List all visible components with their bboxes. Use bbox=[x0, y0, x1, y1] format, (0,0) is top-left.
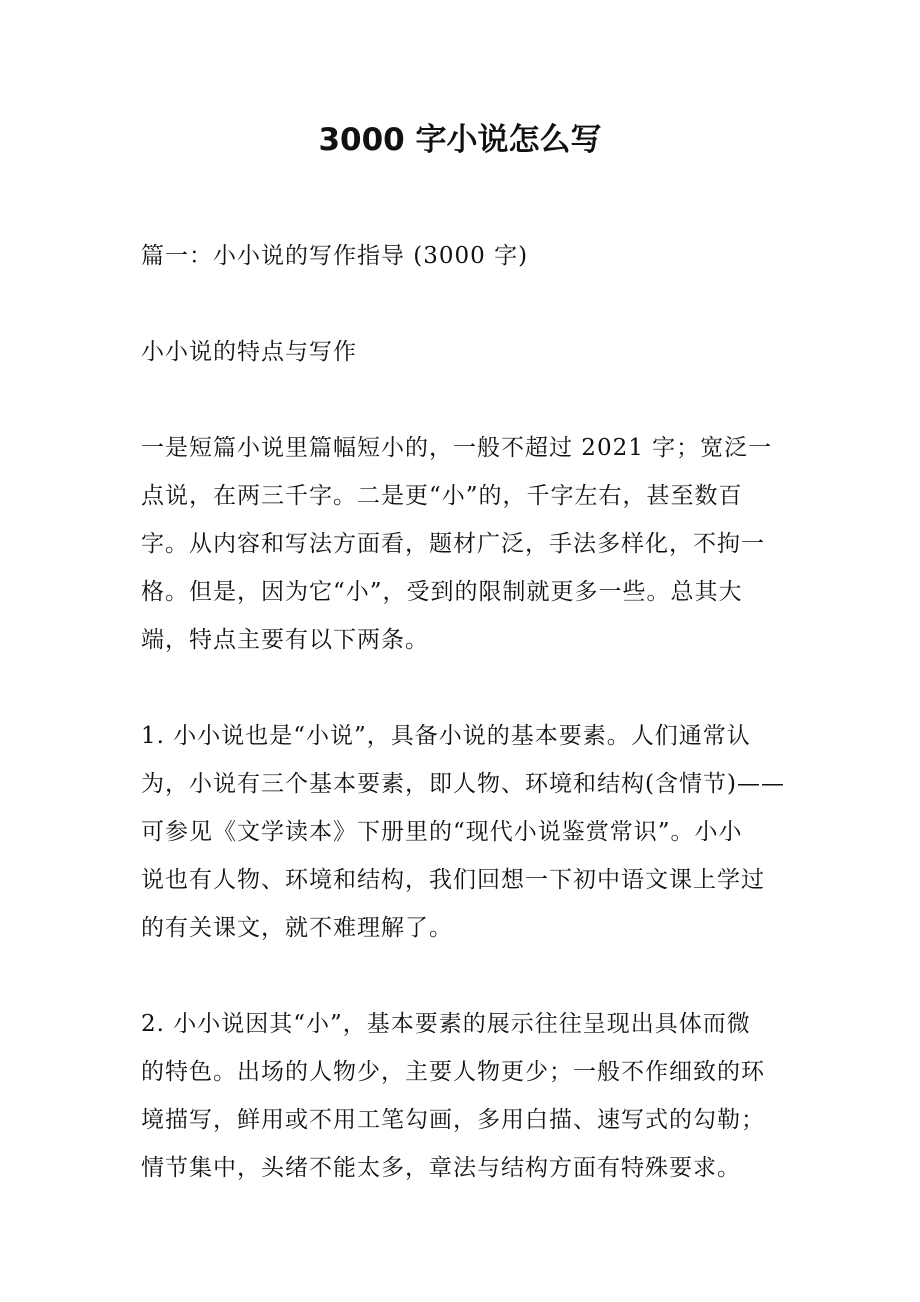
paragraph-line: 端，特点主要有以下两条。 bbox=[141, 627, 429, 653]
paragraph-line: 为，小说有三个基本要素，即人物、环境和结构(含情节)—— bbox=[141, 771, 785, 797]
paragraph-line: 说也有人物、环境和结构，我们回想一下初中语文课上学过 bbox=[141, 867, 765, 893]
paragraph-line: 的有关课文，就不难理解了。 bbox=[141, 915, 453, 941]
paragraph-point-2 bbox=[141, 1000, 783, 1192]
paragraph-line: 字。从内容和写法方面看，题材广泛，手法多样化，不拘一 bbox=[141, 531, 765, 557]
paragraph-line: 一是短篇小说里篇幅短小的，一般不超过 2021 字；宽泛一 bbox=[141, 435, 773, 461]
section-subheading: 小小说的特点与写作 bbox=[141, 339, 357, 365]
paragraph-line: 可参见《文学读本》下册里的“现代小说鉴赏常识”。小小 bbox=[141, 819, 743, 845]
paragraph-line: 1. 小小说也是“小说”，具备小说的基本要素。人们通常认 bbox=[141, 723, 751, 749]
document-title: 3000 字小说怎么写 bbox=[318, 122, 602, 158]
paragraph-line: 格。但是，因为它“小”，受到的限制就更多一些。总其大 bbox=[141, 579, 743, 605]
paragraph-point-1 bbox=[141, 712, 783, 952]
paragraph-line: 情节集中，头绪不能太多，章法与结构方面有特殊要求。 bbox=[141, 1155, 741, 1181]
paragraph-line: 2. 小小说因其“小”，基本要素的展示往往呈现出具体而微 bbox=[141, 1011, 751, 1037]
paragraph-line: 点说，在两三千字。二是更“小”的，千字左右，甚至数百 bbox=[141, 483, 743, 509]
paragraph-definition bbox=[141, 424, 783, 664]
paragraph-line: 境描写，鲜用或不用工笔勾画，多用白描、速写式的勾勒； bbox=[141, 1107, 765, 1133]
paragraph-line: 的特色。出场的人物少，主要人物更少；一般不作细致的环 bbox=[141, 1059, 765, 1085]
section-heading: 篇一：小小说的写作指导 (3000 字) bbox=[141, 243, 529, 269]
